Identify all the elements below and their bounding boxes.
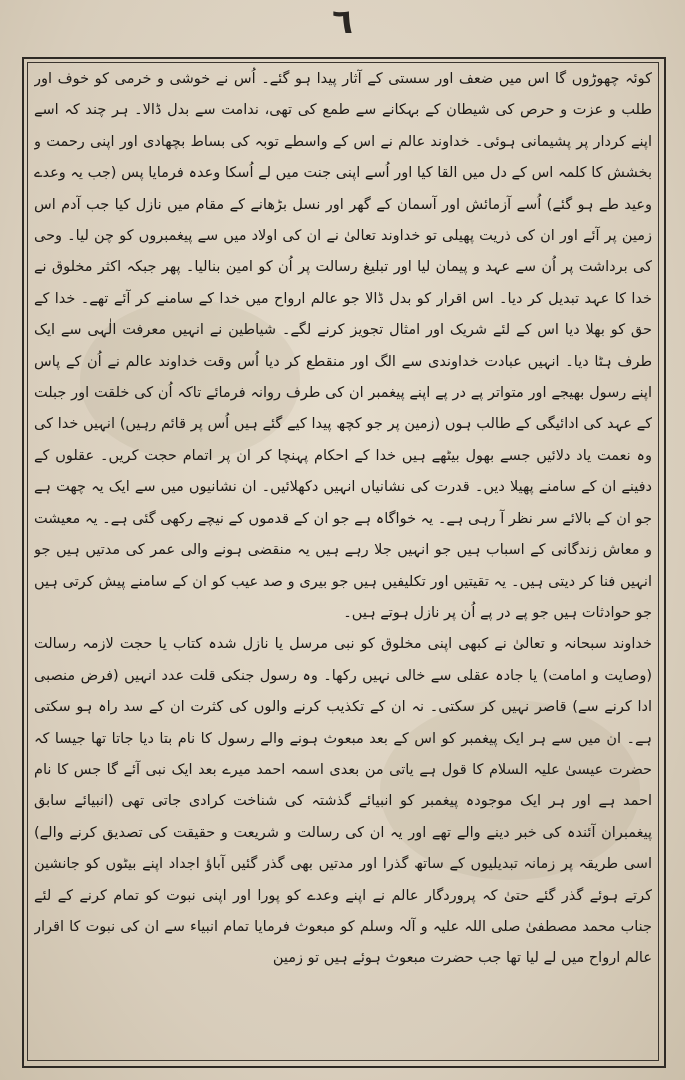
page-number: ٦ — [332, 2, 353, 42]
paragraph-2: خداوند سبحانہ و تعالیٰ نے کبھی اپنی مخلوق کو نبی مرسل یا نازل شدہ کتاب یا حجت لازمہ رسالت (وصایت و امامت) یا جادہ عقلی سے خالی نہیں رکھا۔ وہ رسول جنکی قلت عدد انہیں (فرض منصبی ادا کرنے سے) قاصر نہیں کر سکتی۔ نہ ان کے تکذیب کرنے والوں کی کثرت ان کے سد راہ ہو سکتی ہے۔ ان میں سے ہر ایک پیغمبر کو اس کے بعد مبعوث ہونے والے رسول کا نام بتا دیا جاتا تھا جیسا کہ حضرت عیسیٰ علیہ السلام کا قول ہے یاتی من بعدی اسمہ احمد میرے بعد ایک نبی آئے گا جس کا نام احمد ہے اور ہر ایک موجودہ پیغمبر کو انبیائے گذشتہ کی شناخت کرادی جاتی تھی (انبیائے سابق پیغمبران آئندہ کی خبر دینے والے تھے اور یہ ان کی رسالت و شریعت و حقیقت کی تصدیق کرنے والے) اسی طریقہ پر زمانہ تبدیلیوں کے ساتھ گذرا اور مدتیں بھی گذر گئیں آباؤ اجداد اپنے بیٹوں کو جانشین کرتے ہوئے گذر گئے حتیٰ کہ پروردگار عالم نے اپنے وعدے کو پورا اور اپنی نبوت کو تمام کرنے کے لئے جناب محمد مصطفیٰ صلی اللہ علیہ و آلہ وسلم کو مبعوث فرمایا تمام انبیاء سے ان کی نبوت کا اقرار عالم ارواح میں لے لیا تھا جب حضرت مبعوث ہوئے ہیں تو زمین — [34, 636, 652, 967]
paragraph-1: کوئہ چھوڑوں گا اس میں ضعف اور سستی کے آثار پیدا ہو گئے۔ اُس نے خوشی و خرمی کو خوف اور طلب و عزت و حرص کی شیطان کے بہکانے سے طمع کی تھی، ندامت سے بدل ڈالا۔ ہر چند کہ اسے اپنے کردار پر پشیمانی ہوئی۔ خداوند عالم نے اس کے واسطے توبہ کی بساط بچھادی اور اپنی رحمت و بخشش کا کلمہ اس کے دل میں القا کیا اور اُسے اپنی جنت میں لے اُسکا وعدہ فرمایا پس (جب یہ وعدے وعید طے ہو گئے) اُسے آزمائش اور آسمان کے گھر اور نسل بڑھانے کے مقام میں نازل کیا جب آدم اس زمین پر آئے اور ان کی ذریت پھیلی تو خداوند تعالیٰ نے ان کی اولاد میں سے پیغمبروں کو چن لیا۔ وحی کی برداشت پر اُن سے عہد و پیمان لیا اور تبلیغ رسالت پر اُن کو امین بنالیا۔ پھر جبکہ اکثر مخلوق نے خدا کا عہد تبدیل کر دیا۔ اس اقرار کو بدل ڈالا جو عالم ارواح میں خدا کے سامنے کر آئے تھے۔ خدا کے حق کو بھلا دیا اس کے لئے شریک اور امثال تجویز کرنے لگے۔ شیاطین نے انہیں معرفت الٰہی سے ایک طرف ہٹا دیا۔ انہیں عبادت خداوندی سے الگ اور منقطع کر دیا اُس وقت خداوند عالم نے اُن کے پاس اپنے رسول بھیجے اور متواتر پے در پے اپنے پیغمبر ان کی طرف روانہ فرمائے تاکہ اُن کی خلقت اور جبلت کے عہد کی ادائیگی کے طالب ہوں (زمین پر جو کچھ پیدا کیے گئے ہیں اُس پر قائم رہیں) انہیں خدا کی وہ نعمت یاد دلائیں جسے بھول بیٹھے ہیں خدا کے احکام پہنچا کر ان پر اتمام حجت کریں۔ عقلوں کے دفینے ان کے سامنے پھیلا دیں۔ قدرت کی نشانیاں انہیں دکھلائیں۔ ان نشانیوں میں سے ایک یہ چھت ہے جو ان کے بالائے سر نظر آ رہی ہے۔ یہ خواگاہ ہے جو ان کے قدموں کے نیچے رکھی گئی ہے۔ یہ معیشت و معاش زندگانی کے اسباب ہیں جو انہیں جلا رہے ہیں یہ منقضی ہونے والی عمر کی مدتیں ہیں جو انہیں فنا کر دیتی ہیں۔ یہ تقیتیں اور تکلیفیں ہیں جو بیری و صد عیب کو ان کے سامنے پیش کرتی ہیں جو حوادثات ہیں جو پے در پے اُن پر نازل ہوتے ہیں۔ — [34, 71, 652, 621]
urdu-text-body — [34, 64, 652, 1054]
